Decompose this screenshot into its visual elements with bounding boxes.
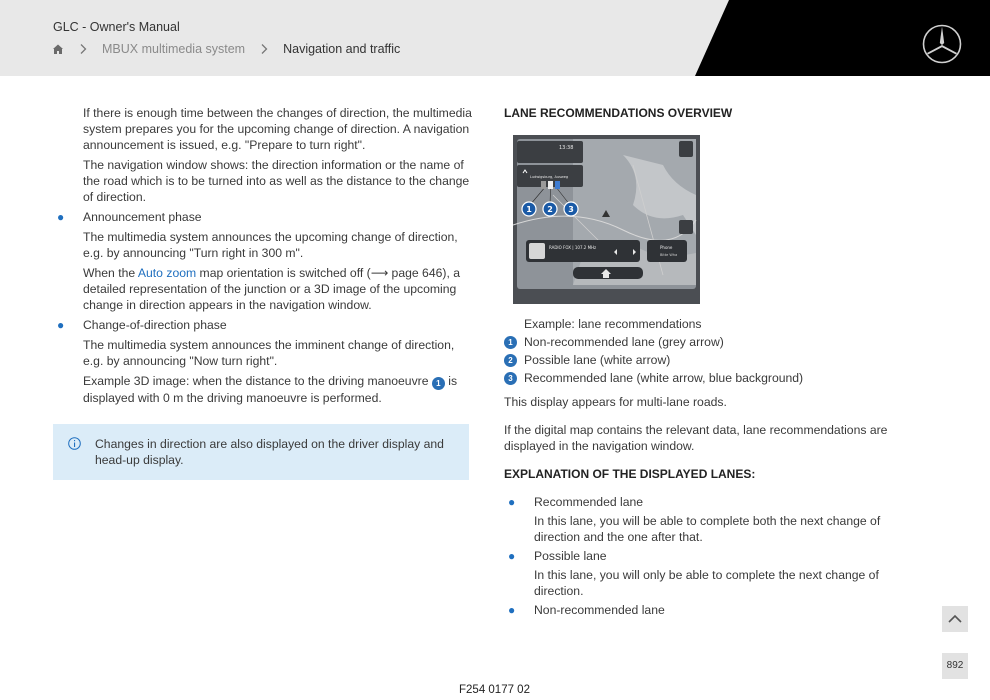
list-item-label: Possible lane: [534, 549, 607, 563]
figure-nav-road: Ludwigsburg, Ausweg: [530, 175, 569, 179]
paragraph: In this lane, you will only be able to complete the next change of direction.: [534, 568, 879, 598]
info-icon: [68, 437, 81, 450]
chevron-up-icon: [942, 606, 968, 632]
figure-phone-sub: Bitte Wha: [660, 253, 678, 257]
breadcrumb: [52, 42, 400, 56]
paragraph: This display appears for multi-lane roads.: [504, 395, 727, 409]
list-item: [57, 209, 473, 225]
figure-callout-2: 2: [547, 205, 553, 214]
section-heading: EXPLANATION OF THE DISPLAYED LANES:: [504, 467, 756, 481]
list-item: [508, 548, 924, 564]
bullet-icon: ●: [57, 210, 65, 224]
breadcrumb-navigation[interactable]: Navigation and traffic: [283, 42, 401, 56]
legend-number: 1: [504, 336, 517, 349]
auto-zoom-link[interactable]: Auto zoom: [137, 266, 197, 280]
figure-code: F254 0177 02: [459, 684, 530, 696]
paragraph: In this lane, you will be able to complete both the next change of direction and the one after that.: [534, 514, 881, 544]
list-item: [508, 494, 924, 510]
figure-phone: Phone: [660, 245, 673, 250]
paragraph: If the digital map contains the relevant data, lane recommendations are displayed in the navigation window.: [504, 423, 888, 453]
legend-number: 3: [504, 372, 517, 385]
paragraph: The multimedia system announces the upcoming change of direction, e.g. by announcing "Turn right in 300 m".: [83, 230, 458, 260]
note-text: Changes in direction are also displayed on the driver display and head-up display.: [95, 437, 444, 467]
legend-item: [504, 370, 924, 386]
callout-number: 1: [432, 377, 445, 390]
figure-callout-3: 3: [568, 205, 574, 214]
scroll-to-top-button[interactable]: [942, 606, 968, 632]
legend-item: [504, 334, 924, 350]
right-column-lower: [504, 316, 924, 622]
figure-caption: Example: lane recommendations: [524, 317, 702, 331]
legend-text: Recommended lane (white arrow, blue background): [524, 371, 804, 385]
manual-title: GLC - Owner's Manual: [53, 20, 180, 34]
list-item-label: Change-of-direction phase: [83, 318, 227, 332]
list-item-label: Non-recommended lane: [534, 603, 665, 617]
bullet-icon: ●: [508, 603, 516, 617]
info-note: [53, 424, 469, 480]
list-item-label: Recommended lane: [534, 495, 644, 509]
right-column: [504, 105, 924, 121]
left-column: [53, 105, 473, 410]
legend-text: Possible lane (white arrow): [524, 353, 671, 367]
paragraph: [83, 373, 473, 406]
list-item-label: Announcement phase: [83, 210, 202, 224]
bullet-icon: ●: [508, 495, 516, 509]
legend-number: 2: [504, 354, 517, 367]
text: Example 3D image: when the distance to the driving manoeuvre: [83, 374, 432, 388]
text: is displayed with 0 m the driving manoeuvre is performed.: [83, 374, 458, 405]
figure-time: 13:38: [559, 145, 574, 151]
legend-text: Non-recommended lane (grey arrow): [524, 335, 724, 349]
figure-radio: RADIO FOX | 107.2 MHz: [549, 245, 597, 250]
chevron-right-icon: [78, 43, 88, 55]
chevron-right-icon: [259, 43, 269, 55]
bullet-icon: ●: [508, 549, 516, 563]
section-heading: LANE RECOMMENDATIONS OVERVIEW: [504, 106, 733, 120]
paragraph: The navigation window shows: the direction information or the name of the road which is to be turned into as well as the distance to the change of direction.: [83, 158, 470, 204]
navigation-map-illustration: [513, 135, 700, 304]
mercedes-star-logo-icon: [921, 23, 963, 65]
bullet-icon: ●: [57, 318, 65, 332]
text: When the: [83, 266, 138, 280]
text: map orientation is switched off (⟶ page 646), a detailed representation of the junction or a 3D image of the upcoming change in direction appears in the navigation window.: [83, 266, 461, 312]
paragraph: [83, 265, 473, 313]
list-item: [508, 602, 924, 618]
figure-callout-1: 1: [526, 205, 532, 214]
home-icon[interactable]: [52, 43, 64, 55]
list-item: [57, 317, 473, 333]
breadcrumb-mbux[interactable]: MBUX multimedia system: [102, 42, 246, 56]
paragraph: The multimedia system announces the imminent change of direction, e.g. by announcing "Now turn right".: [83, 338, 455, 368]
page-number-button[interactable]: 892: [942, 653, 968, 679]
paragraph: If there is enough time between the changes of direction, the multimedia system prepares you for the upcoming change of direction. A navigation announcement is issued, e.g. "Prepare to turn right".: [83, 106, 472, 152]
legend-item: [504, 352, 924, 368]
lane-recommendation-figure: [513, 135, 700, 304]
